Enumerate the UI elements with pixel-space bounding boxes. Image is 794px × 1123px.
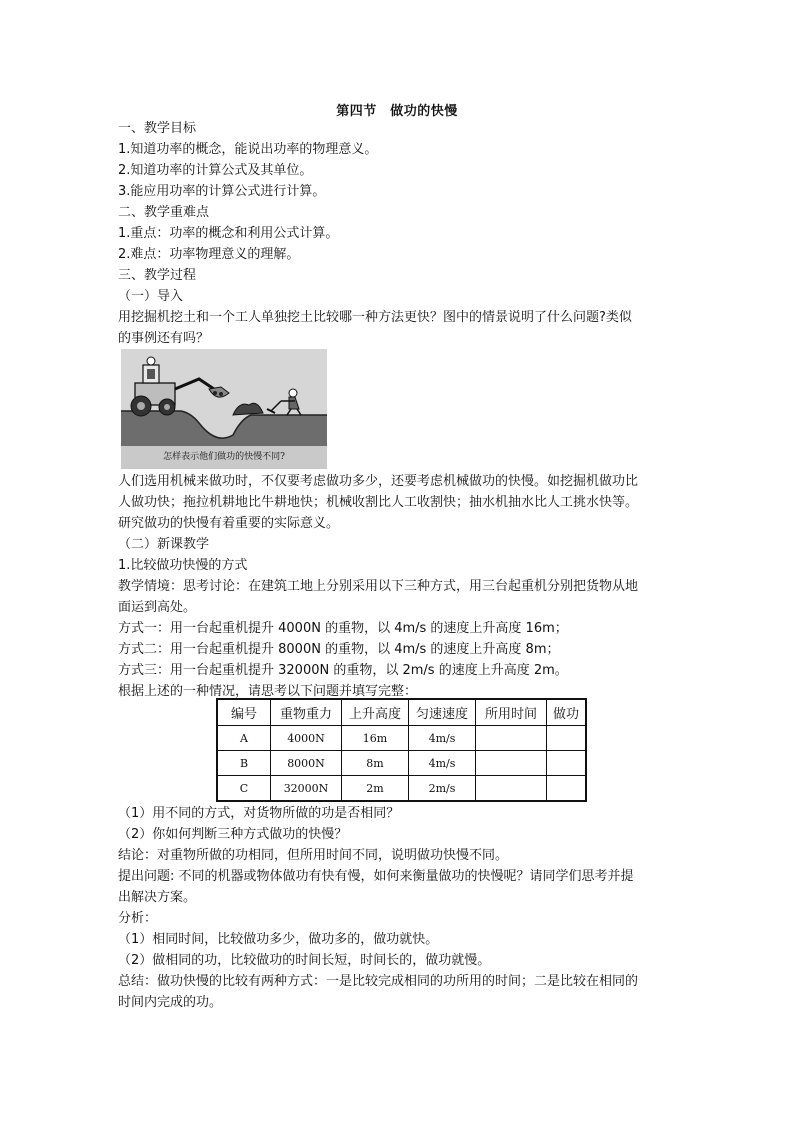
text-line-content: 面运到高处。 — [118, 600, 197, 615]
text-line — [118, 639, 560, 660]
image-caption: 怎样表示他们做功的快慢不同? — [121, 446, 327, 469]
table-cell — [547, 776, 587, 802]
text-line-content: 教学情境：思考讨论：在建筑工地上分别采用以下三种方式，用三台起重机分别把货物从地 — [118, 579, 639, 594]
text-line — [118, 471, 638, 492]
table-cell: A — [217, 726, 271, 751]
text-line-content: 根据上述的一种情况，请思考以下问题并填写完整： — [118, 684, 418, 699]
text-line — [118, 618, 568, 639]
text-line — [118, 286, 183, 307]
table-header-cell: 重物重力 — [271, 699, 342, 726]
text-line-content: 1.知道功率的概念，能说出功率的物理意义。 — [118, 142, 378, 157]
text-line-content: 结论：对重物所做的功相同，但所用时间不同，说明做功快慢不同。 — [118, 848, 509, 863]
text-line — [118, 265, 196, 286]
illustration-svg — [121, 349, 327, 446]
text-line — [118, 534, 209, 555]
table-cell: 2m/s — [409, 776, 476, 802]
table-cell — [547, 726, 587, 751]
table-cell: 4m/s — [409, 751, 476, 776]
text-line — [118, 139, 377, 160]
text-line — [118, 160, 312, 181]
lesson-title — [0, 100, 794, 119]
table-row — [217, 751, 586, 776]
text-line-content: 方式一：用一台起重机提升 4000N 的重物，以 4m/s 的速度上升高度 16m； — [118, 621, 568, 636]
text-line-content: 1.比较做功快慢的方式 — [118, 558, 248, 573]
text-line-content: （1）相同时间，比较做功多少，做功多的，做功就快。 — [118, 932, 439, 947]
text-line-content: 二、教学重难点 — [118, 205, 210, 220]
text-line-content: 用挖掘机挖土和一个工人单独挖土比较哪一种方法更快？图中的情景说明了什么问题?类似 — [118, 310, 632, 325]
text-line — [118, 866, 634, 887]
table-cell: 2m — [342, 776, 409, 802]
text-line — [118, 118, 196, 139]
text-line-content: 一、教学目标 — [118, 121, 197, 136]
table-header-row — [217, 699, 586, 726]
text-line-content: 三、教学过程 — [118, 268, 197, 283]
text-line-content: （二）新课教学 — [118, 537, 210, 552]
text-line-content: 1.重点：功率的概念和利用公式计算。 — [118, 226, 339, 241]
text-line — [118, 845, 508, 866]
text-line-content: 分析： — [118, 911, 158, 926]
table-cell: 8000N — [271, 751, 342, 776]
text-line — [118, 202, 209, 223]
table-header-cell: 做功 — [547, 699, 587, 726]
table-header-cell: 编号 — [217, 699, 271, 726]
table-cell — [547, 751, 587, 776]
text-line — [118, 971, 638, 992]
table-header-cell: 匀速速度 — [409, 699, 476, 726]
table-cell: 4m/s — [409, 726, 476, 751]
text-line — [118, 992, 222, 1013]
text-line-content: 的事例还有吗？ — [118, 331, 210, 346]
text-line — [118, 244, 299, 265]
table-cell — [476, 751, 547, 776]
text-line-content: （一）导入 — [118, 289, 184, 304]
lesson-title-text: 第四节 做功的快慢 — [336, 104, 458, 119]
table-cell: B — [217, 751, 271, 776]
text-line-content: 时间内完成的功。 — [118, 995, 223, 1010]
text-line — [118, 307, 632, 328]
text-line-content: 方式二：用一台起重机提升 8000N 的重物，以 4m/s 的速度上升高度 8m； — [118, 642, 560, 657]
text-line-content: （1）用不同的方式，对货物所做的功是否相同？ — [118, 806, 400, 821]
excavator-vs-worker-illustration — [121, 349, 327, 446]
table-cell — [476, 726, 547, 751]
text-line — [118, 824, 347, 845]
text-line-content: 研究做功的快慢有着重要的实际意义。 — [118, 516, 340, 531]
table-cell — [476, 776, 547, 802]
table-cell: 8m — [342, 751, 409, 776]
text-line-content: （2）做相同的功，比较做功的时间长短，时间长的，做功就慢。 — [118, 953, 491, 968]
text-line — [118, 660, 568, 681]
work-comparison-table — [216, 698, 587, 802]
text-line — [118, 908, 157, 929]
table-row — [217, 776, 586, 802]
table-cell: 16m — [342, 726, 409, 751]
text-line — [118, 181, 325, 202]
text-line-content: 总结：做功快慢的比较有两种方式：一是比较完成相同的功所用的时间；二是比较在相同的 — [118, 974, 639, 989]
table-cell: C — [217, 776, 271, 802]
text-line-content: 3.能应用功率的计算公式进行计算。 — [118, 184, 326, 199]
text-line — [118, 492, 638, 513]
table-row — [217, 726, 586, 751]
text-line-content: （2）你如何判断三种方式做功的快慢？ — [118, 827, 348, 842]
text-line — [118, 929, 438, 950]
text-line — [118, 803, 399, 824]
text-line — [118, 887, 196, 908]
text-line — [118, 555, 247, 576]
text-line — [118, 576, 638, 597]
table-cell: 32000N — [271, 776, 342, 802]
text-line-content: 提出问题: 不同的机器或物体做功有快有慢，如何来衡量做功的快慢呢？请同学们思考并提 — [118, 869, 634, 884]
text-line-content: 人做功快；拖拉机耕地比牛耕地快；机械收割比人工收割快；抽水机抽水比人工挑水快等。 — [118, 495, 639, 510]
text-line-content: 出解决方案。 — [118, 890, 197, 905]
text-line — [118, 513, 339, 534]
table-header-cell: 所用时间 — [476, 699, 547, 726]
text-line — [118, 950, 490, 971]
text-line — [118, 328, 209, 349]
table-header-cell: 上升高度 — [342, 699, 409, 726]
text-line-content: 方式三：用一台起重机提升 32000N 的重物，以 2m/s 的速度上升高度 2m。 — [118, 663, 568, 678]
text-line-content: 人们选用机械来做功时，不仅要考虑做功多少，还要考虑机械做功的快慢。如挖掘机做功比 — [118, 474, 639, 489]
text-line-content: 2.难点：功率物理意义的理解。 — [118, 247, 300, 262]
text-line — [118, 223, 338, 244]
text-line-content: 2.知道功率的计算公式及其单位。 — [118, 163, 313, 178]
table-cell: 4000N — [271, 726, 342, 751]
text-line — [118, 597, 196, 618]
